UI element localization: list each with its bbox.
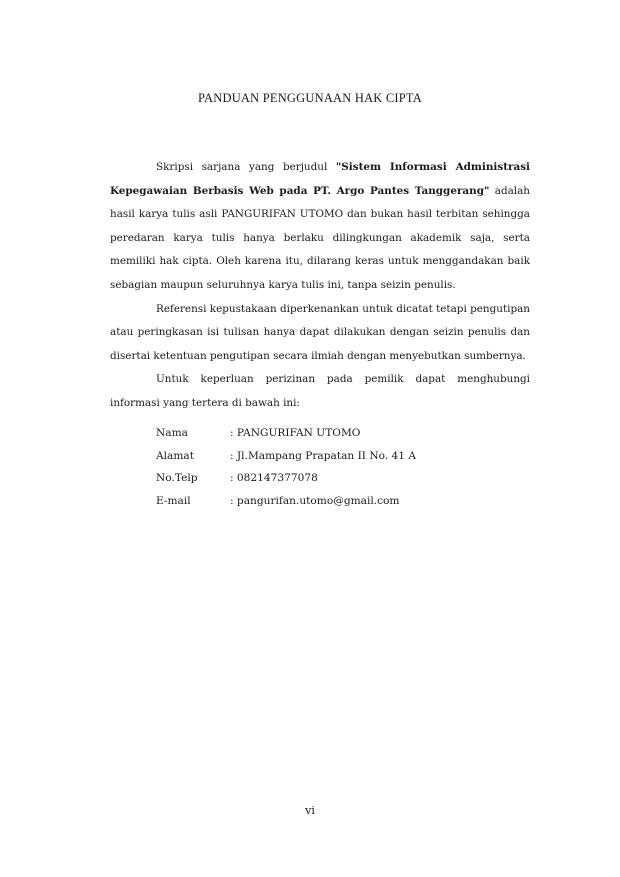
contact-label: Nama [156, 427, 188, 439]
contact-label: Alamat [156, 449, 194, 462]
contact-row-phone [156, 467, 416, 490]
paragraph-citation-rules: Referensi kepustakaan diperkenankan untuk dicatat tetapi pengutipan atau peringkasan isi tulisan hanya dapat dilakukan dengan seizin penulis dan disertai ketentuan pengutipan secara ilmiah dengan menyebutkan sumbernya. [110, 302, 530, 362]
document-body [110, 156, 530, 416]
page-title: PANDUAN PENGGUNAAN HAK CIPTA [198, 91, 422, 105]
page-number: vi [305, 804, 315, 817]
contact-row-email [156, 490, 416, 513]
contact-value: : pangurifan.utomo@gmail.com [230, 494, 400, 507]
paragraph-1-rest: adalah hasil karya tulis asli PANGURIFAN UTOMO dan bukan hasil terbitan sehingga peredaran karya tulis hanya berlaku dilingkungan akademik saja, serta memiliki hak cipta. Oleh karena itu, dilarang keras untuk menggandakan baik sebagian maupun seluruhnya karya tulis ini, tanpa seizin penulis. [110, 184, 531, 291]
contact-label: E-mail [156, 494, 191, 507]
thesis-title: "Sistem Informasi Administrasi Kepegawaian Berbasis Web pada PT. Argo Pantes Tanggerang" [110, 161, 531, 197]
paragraph-copyright-statement [110, 156, 530, 298]
contact-row-name [156, 422, 416, 445]
contact-value: : 082147377078 [230, 472, 318, 485]
contact-value: : PANGURIFAN UTOMO [230, 427, 361, 439]
contact-info [156, 422, 416, 512]
paragraph-contact-intro: Untuk keperluan perizinan pada pemilik dapat menghubungi informasi yang tertera di bawah ini: [110, 373, 530, 409]
contact-value: : Jl.Mampang Prapatan II No. 41 A [230, 449, 417, 462]
contact-label: No.Telp [156, 472, 198, 485]
contact-row-address [156, 445, 416, 468]
paragraph-1-intro: Skripsi sarjana yang berjudul [156, 161, 336, 173]
